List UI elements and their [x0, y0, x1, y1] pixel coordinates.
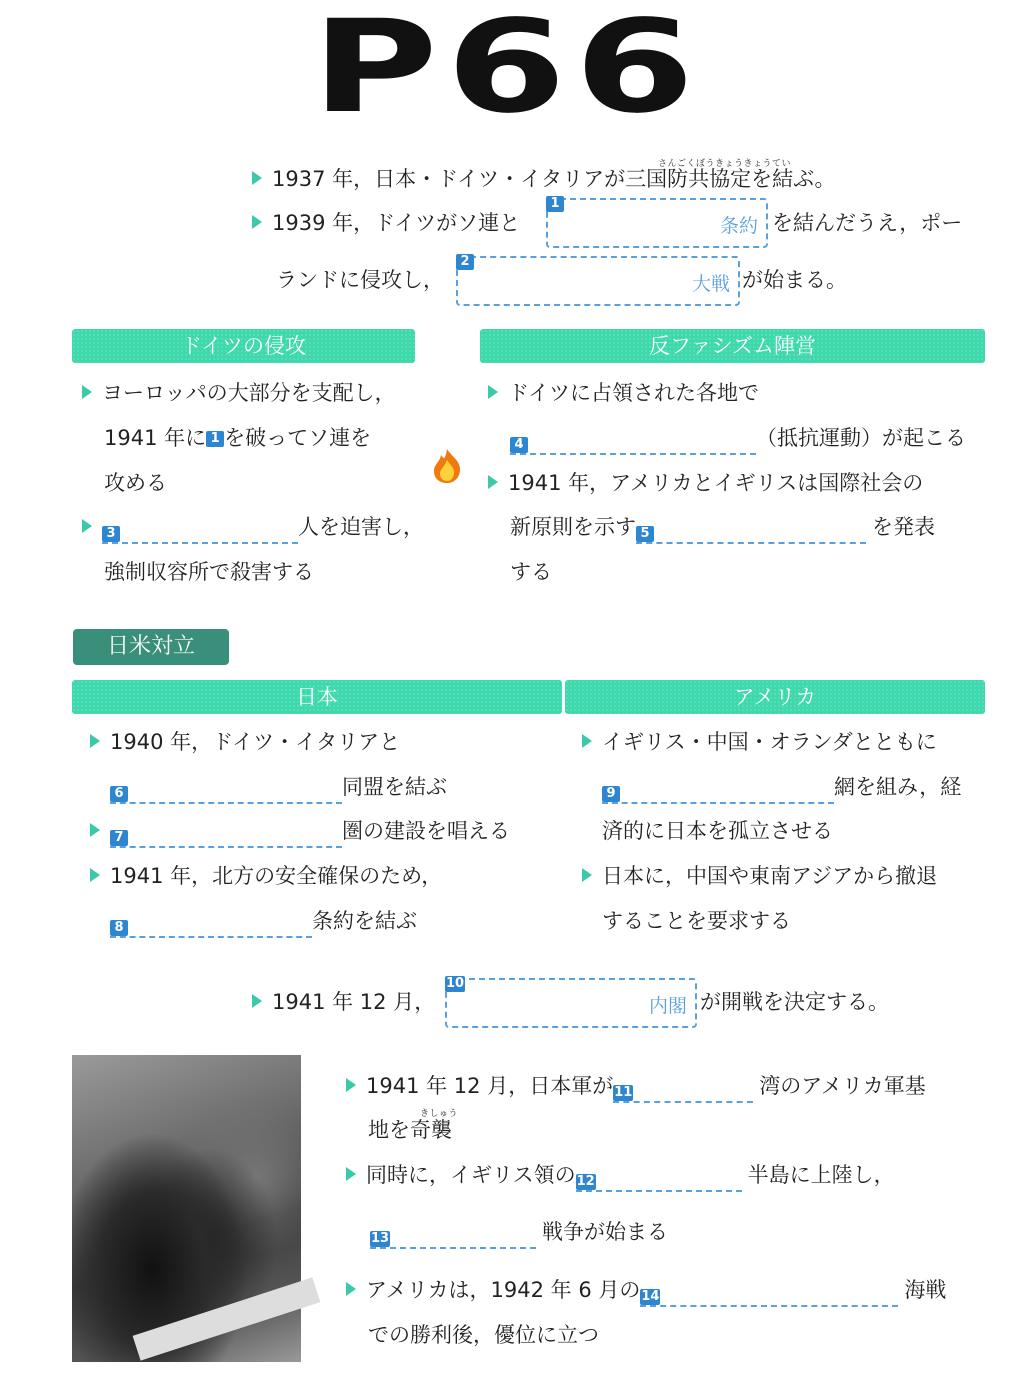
- war-bullet-1: 1941 年 12 月，日本軍が11 湾のアメリカ軍基: [346, 1071, 926, 1103]
- number-badge: 11: [614, 1085, 633, 1100]
- war-bullet-3: アメリカは，1942 年 6 月の14 海戦: [346, 1275, 946, 1307]
- triangle-bullet-icon: [346, 1282, 356, 1296]
- america-bullet-1: イギリス・中国・オランダとともに: [582, 727, 937, 757]
- header-japan: 日本: [72, 680, 562, 714]
- answer-blank-12[interactable]: [576, 1166, 742, 1192]
- triangle-bullet-icon: [346, 1167, 356, 1181]
- flame-icon: [430, 448, 464, 484]
- triangle-bullet-icon: [90, 734, 100, 748]
- triangle-bullet-icon: [346, 1078, 356, 1092]
- germany-bullet-1: ヨーロッパの大部分を支配し，: [82, 378, 396, 408]
- conflict-tag: 日米対立: [73, 629, 229, 665]
- triangle-bullet-icon: [252, 215, 262, 229]
- answer-blank-7[interactable]: [110, 822, 342, 848]
- number-badge: 13: [371, 1231, 390, 1246]
- answer-box-10[interactable]: [445, 978, 697, 1028]
- intro-line-2-post: を結んだうえ，ポー: [772, 211, 963, 235]
- triangle-bullet-icon: [252, 994, 262, 1008]
- war-photo: [72, 1055, 301, 1362]
- page-title: P66: [311, 0, 703, 142]
- japan-bullet-2: 7 圏の建設を唱える: [90, 816, 510, 848]
- number-badge: 5: [636, 526, 654, 542]
- number-badge: 8: [110, 920, 128, 936]
- triangle-bullet-icon: [488, 475, 498, 489]
- header-germany: ドイツの侵攻: [72, 329, 415, 363]
- answer-box-2[interactable]: [456, 256, 740, 306]
- war-bullet-2-line-2: 13 戦争が始まる: [370, 1217, 668, 1249]
- japan-bullet-1: 1940 年，ドイツ・イタリアと: [90, 727, 400, 757]
- number-badge: 7: [110, 830, 128, 846]
- number-badge: 9: [602, 786, 620, 802]
- number-badge: 12: [576, 1174, 595, 1189]
- number-badge: 6: [110, 786, 128, 802]
- answer-blank-4[interactable]: [510, 429, 756, 455]
- number-badge: 1: [546, 196, 564, 212]
- triangle-bullet-icon: [82, 385, 92, 399]
- war-bullet-3-line-2: での勝利後，優位に立つ: [368, 1323, 599, 1347]
- ruby-kishu: きしゅう: [420, 1109, 459, 1119]
- answer-blank-14[interactable]: [640, 1281, 898, 1307]
- germany-bullet-1-line-3: 攻める: [104, 471, 167, 495]
- japan-bullet-1-line-2: 6 同盟を結ぶ: [110, 772, 447, 804]
- number-badge: 14: [641, 1289, 660, 1304]
- anti-bullet-1: ドイツに占領された各地で: [488, 378, 759, 408]
- answer-blank-11[interactable]: [613, 1077, 753, 1103]
- triangle-bullet-icon: [488, 385, 498, 399]
- intro-line-1: 1937 年，日本・ドイツ・イタリアが三国防共協定を結ぶ。: [252, 164, 836, 194]
- number-badge: 4: [510, 437, 528, 453]
- answer-blank-5[interactable]: [636, 518, 866, 544]
- intro-line-3: ランドに侵攻し，: [276, 268, 444, 292]
- anti-bullet-2-line-2: 新原則を示す 5 を発表: [510, 512, 935, 544]
- triangle-bullet-icon: [252, 171, 262, 185]
- header-anti-fascism: 反ファシズム陣営: [480, 329, 985, 363]
- germany-bullet-2: 3 人を迫害し，: [82, 512, 424, 544]
- japan-bullet-3: 1941 年，北方の安全確保のため，: [90, 861, 442, 891]
- box-hint: 内閣: [648, 995, 687, 1017]
- answer-blank-6[interactable]: [110, 778, 342, 804]
- answer-box-1[interactable]: [546, 198, 768, 248]
- ruby-sangoku: さんごくぼうきょうきょうてい: [658, 159, 792, 169]
- triangle-bullet-icon: [90, 823, 100, 837]
- triangle-bullet-icon: [582, 868, 592, 882]
- triangle-bullet-icon: [582, 734, 592, 748]
- america-bullet-2-line-2: することを要求する: [602, 909, 791, 933]
- answer-blank-8[interactable]: [110, 912, 312, 938]
- number-badge: 1: [206, 431, 224, 447]
- header-america: アメリカ: [565, 680, 985, 714]
- decision-line-post: が開戦を決定する。: [700, 990, 889, 1014]
- war-bullet-2: 同時に，イギリス領の12 半島に上陸し，: [346, 1160, 895, 1192]
- triangle-bullet-icon: [82, 519, 92, 533]
- america-bullet-2: 日本に，中国や東南アジアから撤退: [582, 861, 937, 891]
- america-bullet-1-line-2: 9 網を組み，経: [602, 772, 961, 804]
- triangle-bullet-icon: [90, 868, 100, 882]
- answer-blank-13[interactable]: [370, 1223, 536, 1249]
- germany-bullet-2-line-2: 強制収容所で殺害する: [104, 560, 314, 584]
- germany-bullet-1-line-2: 1941 年に 1 を破ってソ連を: [104, 426, 372, 450]
- war-bullet-1-line-2: 地を奇襲: [368, 1118, 452, 1142]
- box-hint: 条約: [719, 215, 758, 237]
- number-badge: 3: [102, 526, 120, 542]
- intro-line-2: 1939 年，ドイツがソ連と: [252, 208, 520, 238]
- intro-line-3-post: が始まる。: [742, 268, 847, 292]
- anti-bullet-1-line-2: 4 （抵抗運動）が起こる: [510, 423, 966, 455]
- answer-blank-9[interactable]: [602, 778, 834, 804]
- number-badge: 2: [456, 254, 474, 270]
- japan-bullet-3-line-2: 8 条約を結ぶ: [110, 906, 417, 938]
- anti-bullet-2: 1941 年，アメリカとイギリスは国際社会の: [488, 468, 923, 498]
- box-hint: 大戦: [691, 273, 730, 295]
- decision-line: 1941 年 12 月，: [252, 987, 435, 1017]
- anti-bullet-2-line-3: する: [510, 560, 552, 584]
- number-badge: 10: [446, 976, 465, 991]
- answer-blank-3[interactable]: [102, 518, 298, 544]
- america-bullet-1-line-3: 済的に日本を孤立させる: [602, 819, 833, 843]
